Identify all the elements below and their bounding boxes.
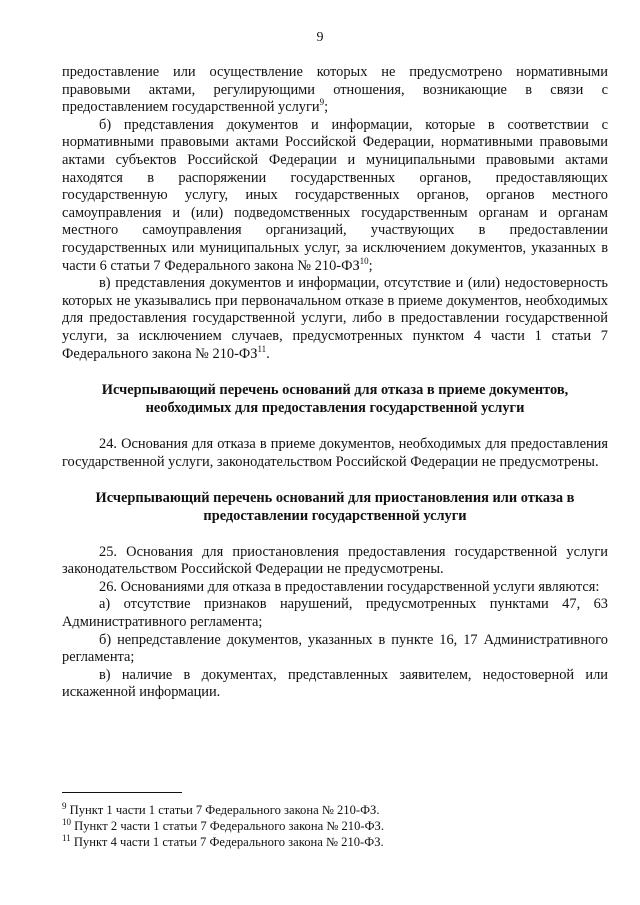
paragraph-24: 24. Основания для отказа в приеме документов, необходимых для предоставления государственной услуги, законодательством Российской Федерации не предусмотрены. (62, 436, 608, 470)
paragraph-26-a: а) отсутствие признаков нарушений, предусмотренных пунктами 47, 63 Административного регламента; (62, 596, 608, 631)
paragraph-26: 26. Основаниями для отказа в предоставлении государственной услуги являются: (99, 578, 600, 595)
page-number: 9 (316, 30, 324, 45)
paragraph-item-v: в) представления документов и информации, отсутствие и (или) недостоверность которых не указывались при первоначальном отказе в приеме документов, необходимых для предоставления государственной услуги, либо в предоставлении государственной услуги, за исключением случаев, предусмотренных пунктом 4 части 1 статьи 7 Федерального закона № 210-ФЗ$^{11}$. (62, 275, 608, 362)
paragraph-25: 25. Основания для приостановления предоставления государственной услуги законодательством Российской Федерации не предусмотрены. (62, 543, 608, 578)
footnotes (62, 802, 608, 850)
document-body (62, 64, 608, 702)
footnote-ref-9[interactable]: 9 (319, 97, 325, 108)
footnote-9: $^9$ Пункт 1 части 1 статьи 7 Федерального закона № 210-ФЗ. (62, 800, 380, 817)
footnote-ref-10[interactable]: 10 (359, 255, 369, 266)
paragraph-continuation: предоставление или осуществление которых не предусмотрено нормативными правовыми актами, регулирующими отношения, возникающие в связи с предоставлением государственной услуги$^9$; (62, 64, 608, 116)
footnote-separator (62, 792, 182, 793)
footnote-ref-11[interactable]: 11 (257, 343, 267, 354)
footnote-11: $^{11}$ Пункт 4 части 1 статьи 7 Федерального закона № 210-ФЗ. (62, 832, 384, 849)
footnote-10: $^{10}$ Пункт 2 части 1 статьи 7 Федерального закона № 210-ФЗ. (62, 816, 384, 833)
paragraph-item-b: б) представления документов и информации, которые в соответствии с нормативными правовыми актами Российской Федерации, нормативными правовыми актами субъектов Российской Федерации и муниципальными правовыми актами находятся в распоряжении государственных органов, предоставляющих государственную услугу, иных государственных органов, органов местного самоуправления и (или) подведомственных государственным органам и органам местного самоуправления организаций, участвующих в предоставлении государственных или муниципальных услуг, за исключением документов, указанных в части 6 статьи 7 Федерального закона № 210-ФЗ$^{10}$; (62, 116, 608, 274)
paragraph-26-b: б) непредставление документов, указанных в пункте 16, 17 Административного регламента; (62, 631, 608, 666)
section-heading-refusal-acceptance: Исчерпывающий перечень оснований для отказа в приеме документов, необходимых для предоставления государственной услуги (101, 382, 569, 416)
paragraph-26-v: в) наличие в документах, представленных заявителем, недостоверной или искаженной информации. (62, 666, 608, 701)
section-heading-suspension-refusal: Исчерпывающий перечень оснований для приостановления или отказа в предоставлении государственной услуги (95, 490, 575, 525)
